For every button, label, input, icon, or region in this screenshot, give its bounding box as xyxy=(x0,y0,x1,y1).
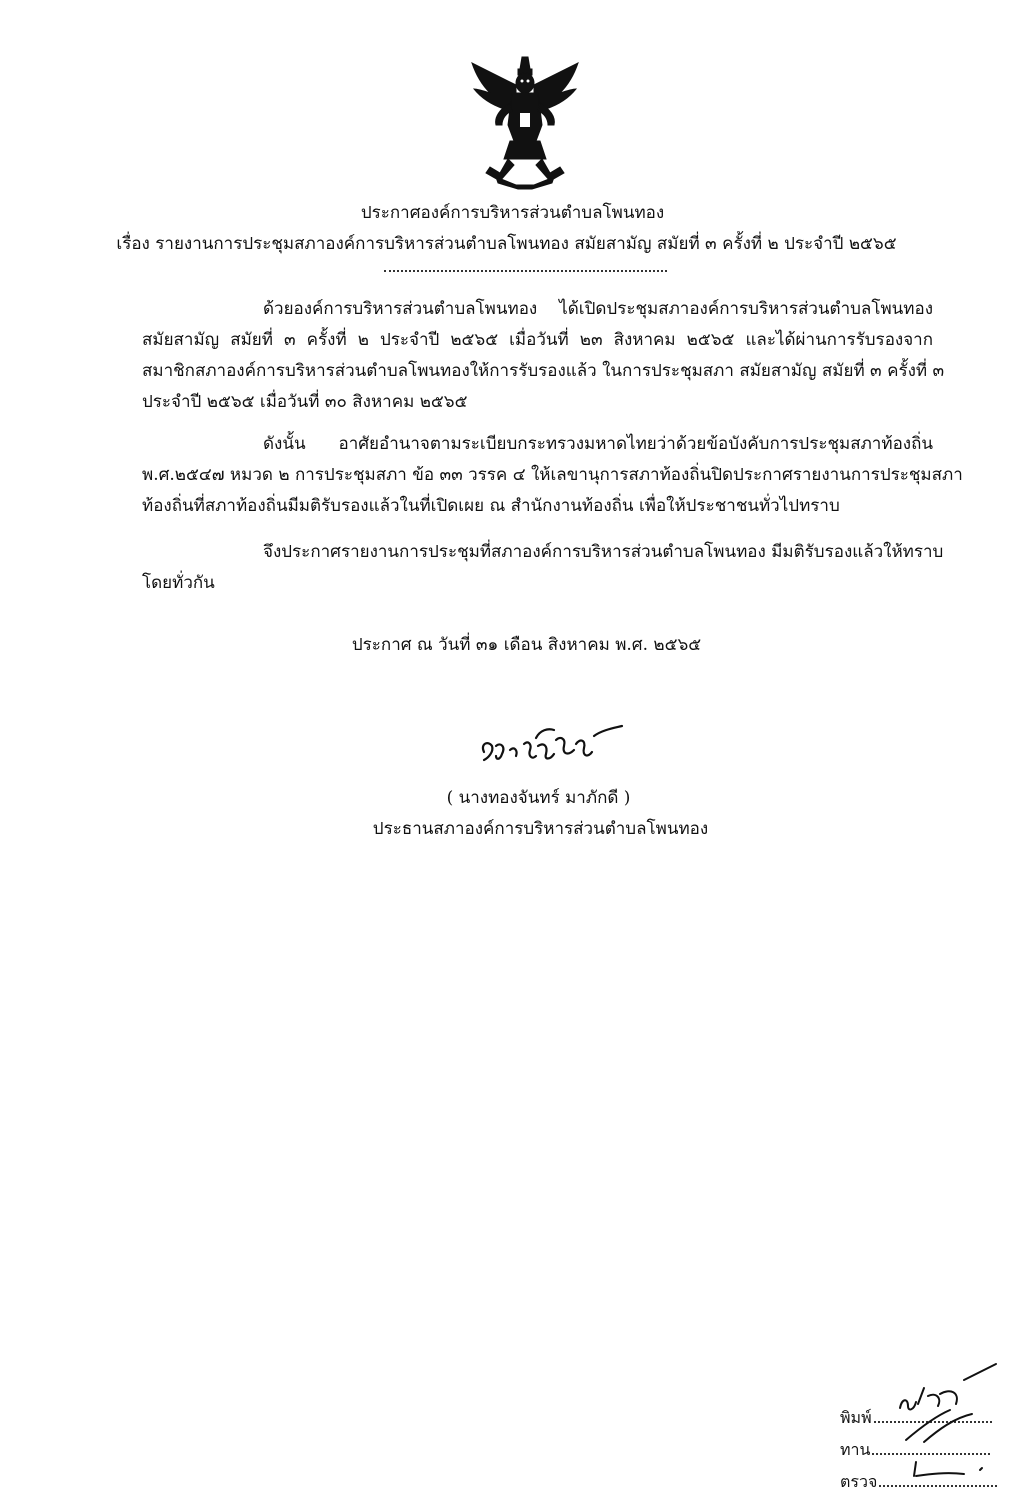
handwritten-signature xyxy=(470,716,630,774)
announcement-date: ประกาศ ณ วันที่ ๓๑ เดือน สิงหาคม พ.ศ. ๒๕๖๕ xyxy=(351,635,702,655)
typed-by-label: พิมพ์ xyxy=(840,1408,872,1427)
verified-by-label: ตรวจ xyxy=(840,1472,878,1491)
paragraph-2-line-1: ดังนั้น อาศัยอำนาจตามระเบียบกระทรวงมหาดไทยว่าด้วยข้อบังคับการประชุมสภาท้องถิ่น xyxy=(263,434,933,454)
paragraph-3-line-2: โดยทั่วกัน xyxy=(142,573,215,593)
paragraph-1-line-1: ด้วยองค์การบริหารส่วนตำบลโพนทอง ได้เปิดประชุมสภาองค์การบริหารส่วนตำบลโพนทอง xyxy=(263,299,933,319)
paragraph-2-line-3: ท้องถิ่นที่สภาท้องถิ่นมีมติรับรองแล้วในที่เปิดเผย ณ สำนักงานท้องถิ่น เพื่อให้ประชาชนทั่วไปทราบ xyxy=(142,496,840,516)
garuda-emblem-icon xyxy=(466,55,584,190)
paragraph-1-line-4: ประจำปี ๒๕๖๕ เมื่อวันที่ ๓๐ สิงหาคม ๒๕๖๕ xyxy=(142,392,468,412)
signer-position: ประธานสภาองค์การบริหารส่วนตำบลโพนทอง xyxy=(372,819,709,839)
issuer-title: ประกาศองค์การบริหารส่วนตำบลโพนทอง xyxy=(360,203,665,223)
checked-by-label: ทาน xyxy=(840,1440,871,1459)
handwritten-initials xyxy=(880,1358,1000,1506)
paragraph-1-line-3: สมาชิกสภาองค์การบริหารส่วนตำบลโพนทองให้การรับรองแล้ว ในการประชุมสภา สมัยสามัญ สมัยที่ ๓ ครั้งที่ ๓ xyxy=(142,361,945,381)
paragraph-1-line-2: สมัยสามัญ สมัยที่ ๓ ครั้งที่ ๒ ประจำปี ๒๕๖๕ เมื่อวันที่ ๒๓ สิงหาคม ๒๕๖๕ และได้ผ่านการรับรองจาก xyxy=(142,330,933,350)
subject-line: เรื่อง รายงานการประชุมสภาองค์การบริหารส่วนตำบลโพนทอง สมัยสามัญ สมัยที่ ๓ ครั้งที่ ๒ ประจำปี ๒๕๖๕ xyxy=(116,234,897,254)
paragraph-2-line-2: พ.ศ.๒๕๔๗ หมวด ๒ การประชุมสภา ข้อ ๓๓ วรรค ๔ ให้เลขานุการสภาท้องถิ่นปิดประกาศรายงานการประชุมสภา xyxy=(142,465,963,485)
signer-name: ( นางทองจันทร์ มาภักดี ) xyxy=(446,788,631,808)
header-divider xyxy=(384,270,667,272)
paragraph-3-line-1: จึงประกาศรายงานการประชุมที่สภาองค์การบริหารส่วนตำบลโพนทอง มีมติรับรองแล้วให้ทราบ xyxy=(263,542,944,562)
